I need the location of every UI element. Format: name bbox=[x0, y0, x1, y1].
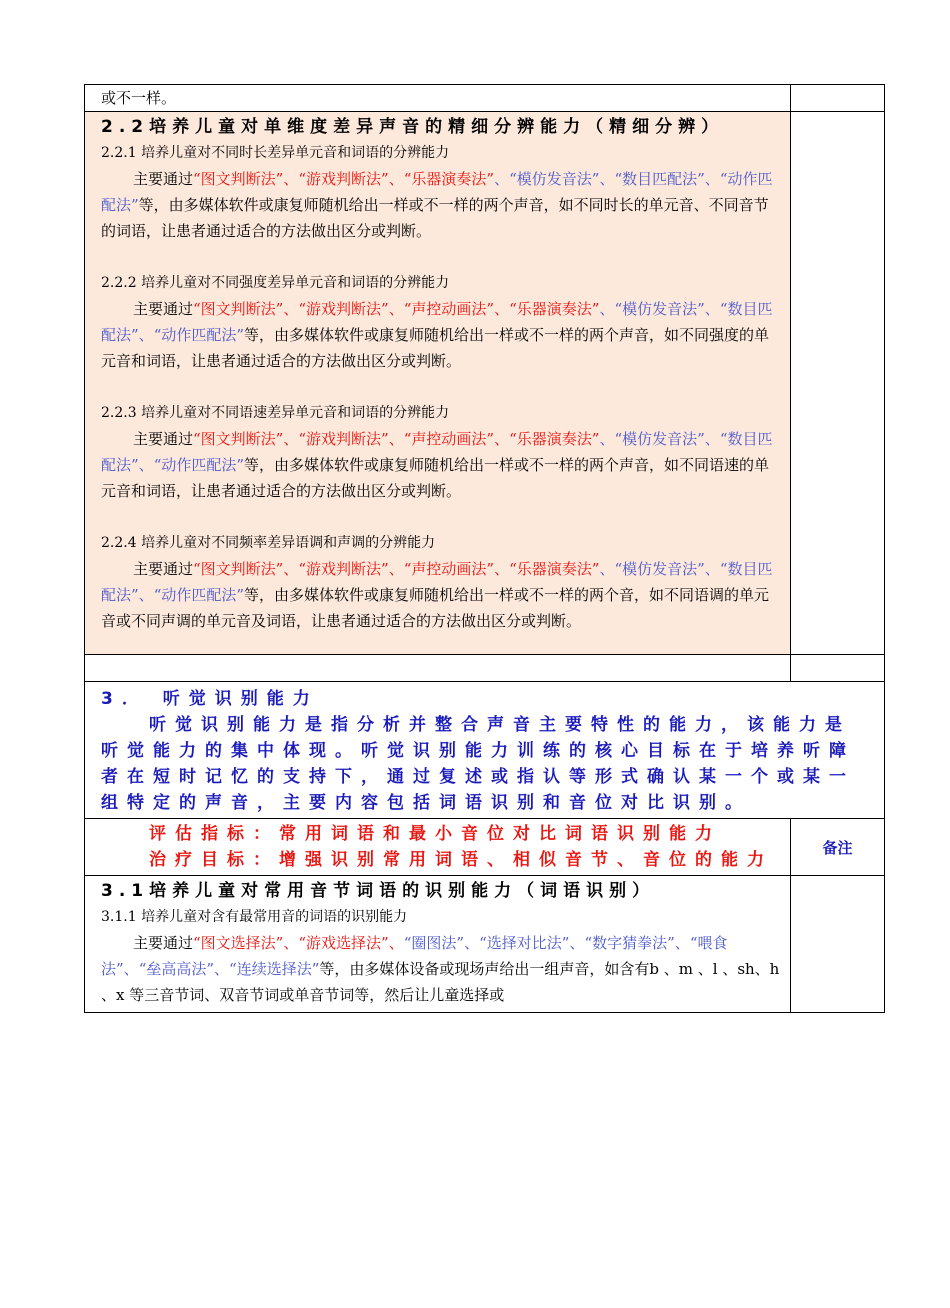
item-2-2-4-body: 主要通过“图文判断法”、“游戏判断法”、“声控动画法”、“乐器演奏法”、“模仿发音法”、“数目匹配法”、“动作匹配法”等，由多媒体软件或康复师随机给出一样或不一样的两个音，如不同语调的单元音或不同声调的单元音及词语，让患者通过适合的方法做出区分或判断。 bbox=[101, 560, 773, 630]
row0-text: 或不一样。 bbox=[101, 89, 177, 107]
item-2-2-2-body: 主要通过“图文判断法”、“游戏判断法”、“声控动画法”、“乐器演奏法”、“模仿发音法”、“数目匹配法”、“动作匹配法”等，由多媒体软件或康复师随机给出一样或不一样的两个声音，如不同强度的单元音和词语，让患者通过适合的方法做出区分或判断。 bbox=[101, 300, 773, 370]
section-3-title: 3． 听觉识别能力 bbox=[101, 689, 319, 709]
section-2-2-side bbox=[791, 112, 885, 655]
eval-indicator: 评估指标：常用词语和最小音位对比词语识别能力 bbox=[149, 824, 721, 844]
section-2-2-title: 2.2培养儿童对单维度差异声音的精细分辨能力（精细分辨） bbox=[101, 117, 725, 137]
table-row bbox=[85, 85, 885, 112]
section-2-2-cell bbox=[85, 112, 791, 655]
section-3-1-side bbox=[791, 876, 885, 1013]
table-row bbox=[85, 819, 885, 876]
item-2-2-3-body: 主要通过“图文判断法”、“游戏判断法”、“声控动画法”、“乐器演奏法”、“模仿发音法”、“数目匹配法”、“动作匹配法”等，由多媒体软件或康复师随机给出一样或不一样的两个声音，如不同语速的单元音和词语，让患者通过适合的方法做出区分或判断。 bbox=[101, 430, 773, 500]
section-3-cell bbox=[85, 682, 885, 819]
remark-label: 备注 bbox=[791, 819, 885, 876]
item-2-2-1-heading: 2.2.1 培养儿童对不同时长差异单元音和词语的分辨能力 bbox=[101, 145, 450, 161]
content-table bbox=[84, 84, 885, 1013]
table-row bbox=[85, 876, 885, 1013]
item-2-2-4-heading: 2.2.4 培养儿童对不同频率差异语调和声调的分辨能力 bbox=[101, 535, 436, 551]
row0-cell bbox=[85, 85, 791, 112]
item-3-1-1-body: 主要通过“图文选择法”、“游戏选择法”、“圈图法”、“选择对比法”、“数字猜拳法”、“喂食法”、“垒高高法”、“连续选择法”等，由多媒体设备或现场声给出一组声音，如含有b 、m 、l 、sh、h 、x 等三音节词、双音节词或单音节词等，然后让儿童选择或 bbox=[101, 934, 780, 1004]
table-row bbox=[85, 655, 885, 682]
blank-side bbox=[791, 655, 885, 682]
row0-side bbox=[791, 85, 885, 112]
section-3-1-cell bbox=[85, 876, 791, 1013]
section-3-body: 听觉识别能力是指分析并整合声音主要特性的能力，该能力是听觉能力的集中体现。听觉识别能力训练的核心目标在于培养听障者在短时记忆的支持下，通过复述或指认等形式确认某一个或某一组特定的声音，主要内容包括词语识别和音位对比识别。 bbox=[101, 715, 855, 813]
item-2-2-1-body: 主要通过“图文判断法”、“游戏判断法”、“乐器演奏法”、“模仿发音法”、“数目匹配法”、“动作匹配法”等，由多媒体软件或康复师随机给出一样或不一样的两个声音，如不同时长的单元音、不同音节的词语，让患者通过适合的方法做出区分或判断。 bbox=[101, 170, 773, 240]
item-2-2-3-heading: 2.2.3 培养儿童对不同语速差异单元音和词语的分辨能力 bbox=[101, 405, 450, 421]
item-3-1-1-heading: 3.1.1 培养儿童对含有最常用音的词语的识别能力 bbox=[101, 909, 408, 925]
blank-cell bbox=[85, 655, 791, 682]
table-row bbox=[85, 682, 885, 819]
treatment-goal: 治疗目标：增强识别常用词语、相似音节、音位的能力 bbox=[149, 850, 773, 870]
eval-cell bbox=[85, 819, 791, 876]
item-2-2-2-heading: 2.2.2 培养儿童对不同强度差异单元音和词语的分辨能力 bbox=[101, 275, 450, 291]
table-row bbox=[85, 112, 885, 655]
section-3-1-title: 3.1培养儿童对常用音节词语的识别能力（词语识别） bbox=[101, 881, 656, 901]
